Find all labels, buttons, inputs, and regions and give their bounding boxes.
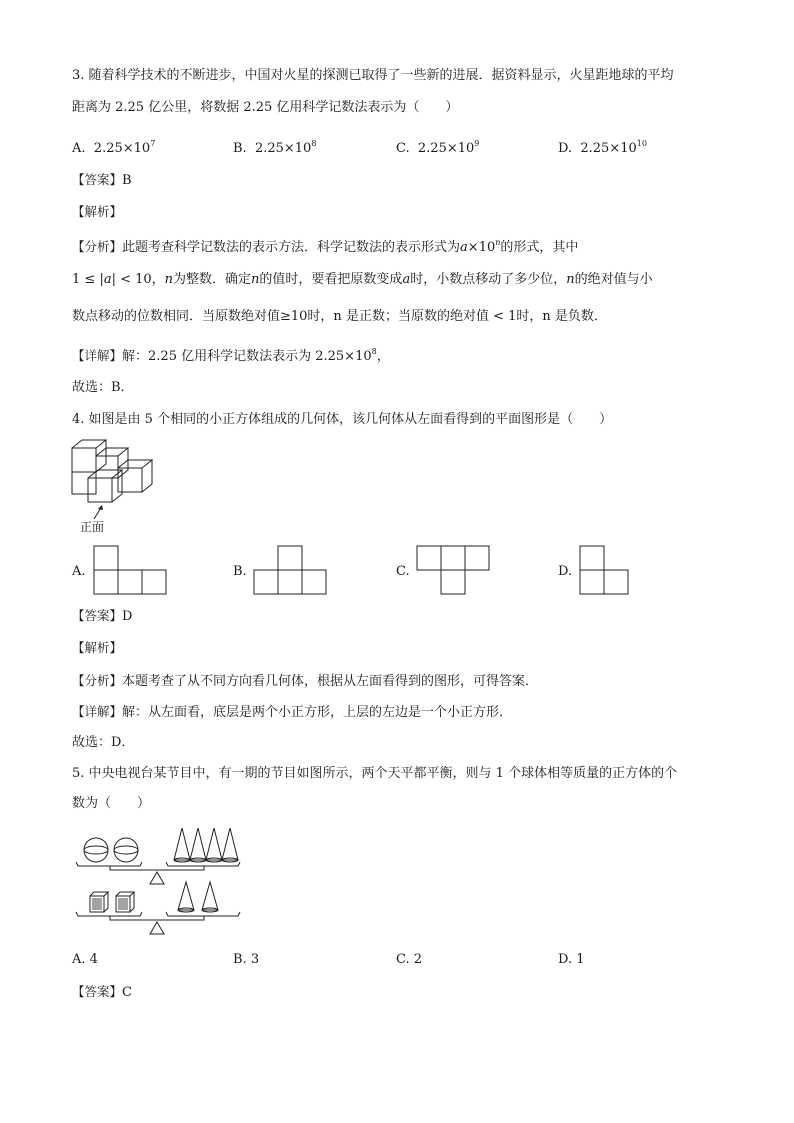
answer-tag: 【答案】 xyxy=(72,984,123,999)
q4-option-d-label: D. xyxy=(558,564,573,579)
xiangjie-tag: 【详解】 xyxy=(72,348,123,363)
option-exp: 9 xyxy=(474,139,480,148)
ineq-right: < 10， xyxy=(115,272,165,287)
q4-line1: 4. 如图是由 5 个相同的小正方体组成的几何体，该几何体从左面看得到的平面图形是（ ） xyxy=(72,412,613,427)
q5-option-a: A. 4 xyxy=(72,952,98,967)
q4-fenxi xyxy=(72,671,538,692)
q3-option-c xyxy=(396,134,479,159)
var-n: n xyxy=(164,272,174,287)
fenxi-text: 时，小数点移动了多少位， xyxy=(410,272,567,287)
times-ten: ×10 xyxy=(467,240,496,255)
xiangjie-exp: 8 xyxy=(371,347,377,356)
q4-jiexi: 【解析】 xyxy=(72,640,123,655)
answer-tag: 【答案】 xyxy=(72,608,123,623)
xiangjie-tag: 【详解】 xyxy=(72,704,123,719)
abs-a: |a| xyxy=(99,272,116,287)
q5-line2: 数为（ ） xyxy=(72,796,151,811)
q4-option-a-label: A. xyxy=(72,564,86,579)
fenxi-tag: 【分析】 xyxy=(72,673,123,688)
q4-option-c-label: C. xyxy=(396,564,410,579)
q4-option-d-figure xyxy=(580,546,632,594)
q3-jiexi: 【解析】 xyxy=(72,204,123,219)
q4-option-b-label: B. xyxy=(233,564,247,579)
q5-line1: 5. 中央电视台某节目中，有一期的节目如图所示，两个天平都平衡，则与 1 个球体相等质量的正方体的个 xyxy=(72,766,678,781)
q4-option-a-figure xyxy=(94,546,168,594)
q5-option-d: D. 1 xyxy=(558,952,585,967)
option-base: 2.25×10 xyxy=(93,141,151,156)
option-base: 2.25×10 xyxy=(417,141,475,156)
q5-option-c: C. 2 xyxy=(396,952,423,967)
q3-line2: 距离为 2.25 亿公里，将数据 2.25 亿用科学记数法表示为（ ） xyxy=(72,100,459,115)
q3-option-b xyxy=(233,134,316,159)
option-letter: A. xyxy=(72,141,86,156)
var-n: n xyxy=(251,272,260,287)
fenxi-text: 此题考查科学记数法的表示方法．科学记数法的表示形式为 xyxy=(122,240,461,255)
ineq-left: 1 ≤ xyxy=(72,272,100,287)
q3-fenxi-line2 xyxy=(72,270,653,290)
q4-answer xyxy=(72,606,132,627)
answer-value: C xyxy=(122,985,132,1000)
q4-guxuan: 故选：D． xyxy=(72,735,135,750)
option-exp: 10 xyxy=(636,139,647,148)
q3-fenxi-line3: 数点移动的位数相同．当原数绝对值≥10时，n 是正数；当原数的绝对值 < 1时，n 是负数． xyxy=(72,309,607,324)
q5-option-b: B. 3 xyxy=(233,952,260,967)
fenxi-text: 本题考查了从不同方向看几何体，根据从左面看得到的图形，可得答案． xyxy=(122,674,539,689)
option-letter: D. xyxy=(558,141,573,156)
q3-xiangjie xyxy=(72,342,390,367)
answer-value: B xyxy=(122,173,132,188)
fenxi-tag: 【分析】 xyxy=(72,239,123,254)
q3-option-a xyxy=(72,134,155,159)
fenxi-text: 的绝对值与小 xyxy=(574,272,653,287)
balance-spheres-cones xyxy=(74,826,246,888)
answer-value: D xyxy=(122,609,133,624)
xiangjie-text: 解：从左面看，底层是两个小正方形，上层的左边是一个小正方形． xyxy=(122,705,513,720)
var-a: a xyxy=(402,272,411,287)
answer-tag: 【答案】 xyxy=(72,172,123,187)
option-base: 2.25×10 xyxy=(580,141,637,156)
var-n: n xyxy=(566,272,575,287)
q3-guxuan: 故选：B． xyxy=(72,380,134,395)
cube-solid-figure xyxy=(70,440,160,510)
q3-option-d xyxy=(558,134,647,159)
option-letter: C. xyxy=(396,141,410,156)
fenxi-text: 的值时，要看把原数变成 xyxy=(259,272,403,287)
option-base: 2.25×10 xyxy=(254,141,312,156)
q5-answer xyxy=(72,982,132,1003)
q3-fenxi-line1 xyxy=(72,233,578,258)
q3-answer xyxy=(72,170,132,191)
option-exp: 8 xyxy=(311,139,317,148)
q4-xiangjie xyxy=(72,702,512,723)
q4-option-c-figure xyxy=(417,546,491,594)
balance-cubes-cones xyxy=(74,882,246,940)
front-label: 正面 xyxy=(80,520,105,534)
option-exp: 7 xyxy=(150,139,156,148)
q4-option-b-figure xyxy=(254,546,328,594)
var-n: n xyxy=(495,238,501,247)
fenxi-text: 为整数．确定 xyxy=(173,272,252,287)
option-letter: B. xyxy=(233,141,247,156)
fenxi-text: 的形式，其中 xyxy=(500,240,579,255)
xiangjie-end: ， xyxy=(376,349,390,364)
q3-line1: 3. 随着科学技术的不断进步，中国对火星的探测已取得了一些新的进展．据资料显示，火星距地球的平均 xyxy=(72,68,674,83)
var-a: a xyxy=(460,240,468,255)
xiangjie-text: 解：2.25 亿用科学记数法表示为 2.25×10 xyxy=(122,349,372,364)
